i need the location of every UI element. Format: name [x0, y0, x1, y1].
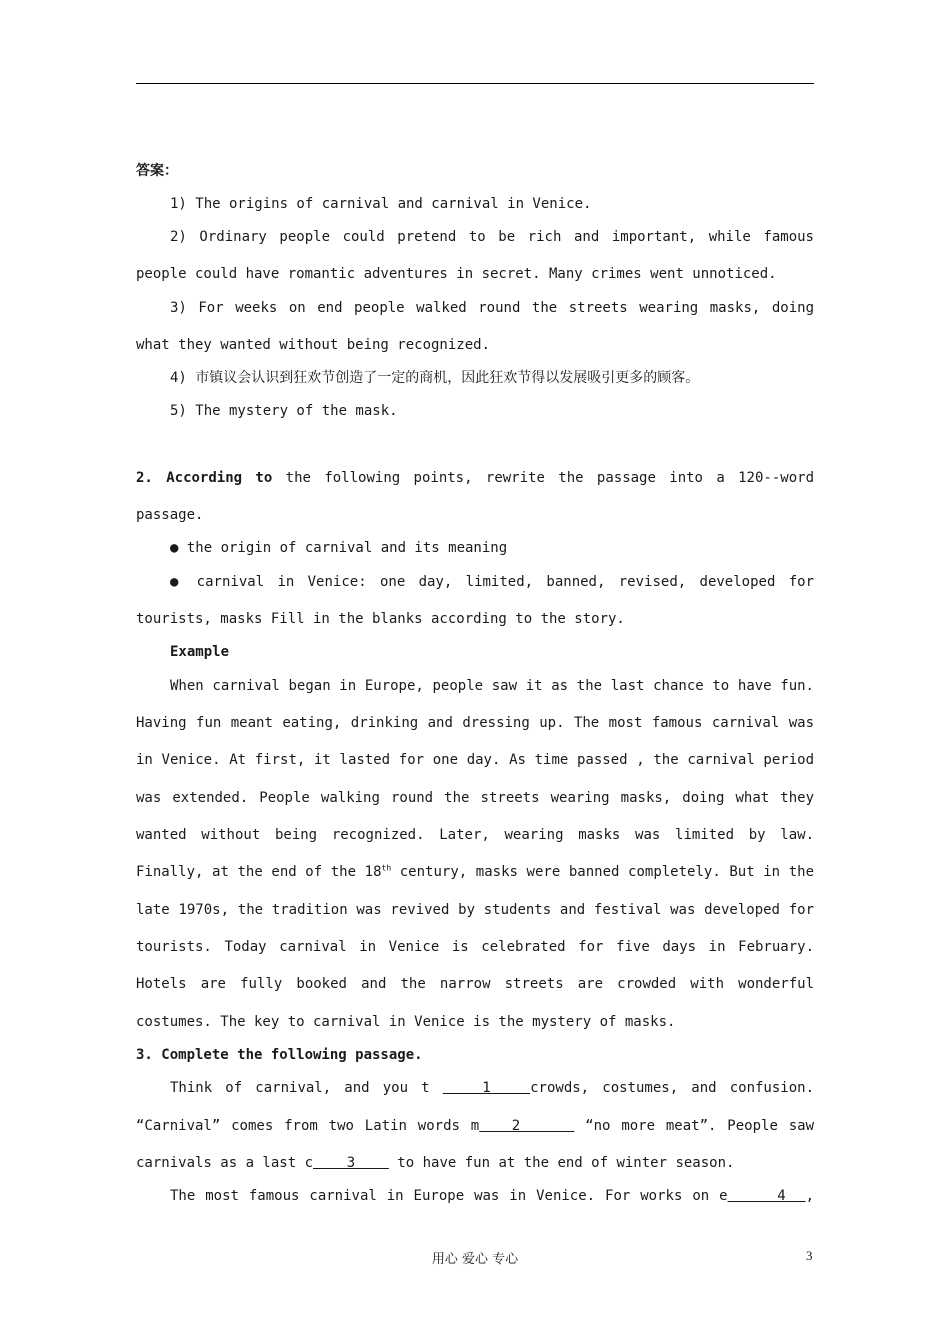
task-2-line-1: [136, 468, 814, 488]
example-line: Having fun meant eating, drinking and dressing up. The most famous carnival was: [136, 715, 814, 731]
answer-2-line-2: people could have romantic adventures in secret. Many crimes went unnoticed.: [136, 266, 777, 282]
passage-text: carnivals as a last c: [136, 1155, 314, 1171]
passage-line-4: [170, 1186, 814, 1206]
blank-1: 1: [442, 1080, 531, 1096]
answer-3-line-1: 3) For weeks on end people walked round the streets wearing masks, doing: [170, 300, 814, 316]
task-2-line-2: passage.: [136, 507, 204, 523]
passage-text: to have fun at the end of winter season.: [388, 1155, 735, 1171]
passage-text: “no more meat”. People saw: [574, 1118, 814, 1134]
example-line: in Venice. At first, it lasted for one day. As time passed , the carnival period: [136, 752, 814, 768]
passage-text: Think of carnival, and you t: [170, 1080, 443, 1096]
task-2-label: 2. According to: [136, 470, 273, 486]
answers-heading: 答案：: [136, 163, 178, 179]
example-line-start: Finally, at the end of the 18: [136, 864, 382, 880]
passage-line-3: [136, 1153, 814, 1173]
example-line: [136, 862, 814, 882]
example-label: Example: [170, 644, 230, 660]
task-2-instruction: the following points, rewrite the passage into a 120--word: [285, 470, 814, 486]
answer-4: [170, 368, 814, 388]
example-line: When carnival began in Europe, people saw it as the last chance to have fun.: [170, 678, 814, 694]
answer-3-line-2: what they wanted without being recognized.: [136, 337, 491, 353]
answer-2-line-1: 2) Ordinary people could pretend to be rich and important, while famous: [170, 229, 814, 245]
bullet-point-1: ● the origin of carnival and its meaning: [170, 540, 508, 556]
ordinal-suffix: th: [381, 863, 392, 873]
example-line: was extended. People walking round the streets wearing masks, doing what they: [136, 790, 814, 806]
passage-line-2: [136, 1116, 814, 1136]
example-line: wanted without being recognized. Later, wearing masks was limited by law.: [136, 827, 814, 843]
answer-5: 5) The mystery of the mask.: [170, 403, 398, 419]
page-number: 3: [806, 1248, 813, 1263]
header-rule: [136, 83, 814, 84]
example-line: costumes. The key to carnival in Venice is the mystery of masks.: [136, 1014, 676, 1030]
example-line: tourists. Today carnival in Venice is celebrated for five days in February.: [136, 939, 814, 955]
answer-4-text: 市镇议会认识到狂欢节创造了一定的商机，因此狂欢节得以发展吸引更多的顾客。: [195, 370, 700, 386]
answer-1: 1) The origins of carnival and carnival in Venice.: [170, 196, 592, 212]
blank-3: 3: [313, 1155, 389, 1171]
answer-4-number: 4): [170, 370, 187, 386]
task-3-heading: 3. Complete the following passage.: [136, 1047, 423, 1063]
bullet-point-2-continued: tourists, masks Fill in the blanks according to the story.: [136, 611, 625, 627]
example-line: Hotels are fully booked and the narrow streets are crowded with wonderful: [136, 976, 814, 992]
bullet-point-2: ● carnival in Venice: one day, limited, banned, revised, developed for: [170, 574, 814, 590]
passage-line-1: [170, 1078, 814, 1098]
passage-text: The most famous carnival in Europe was in Venice. For works on e: [170, 1188, 728, 1204]
blank-2: 2: [479, 1118, 575, 1134]
example-line-end: century, masks were banned completely. But in the: [391, 864, 814, 880]
blank-4: 4: [727, 1188, 806, 1204]
footer-motto: 用心 爱心 专心: [431, 1252, 519, 1267]
passage-text: ,: [805, 1188, 814, 1204]
passage-text: “Carnival” comes from two Latin words m: [136, 1118, 480, 1134]
passage-text: crowds, costumes, and confusion.: [530, 1080, 814, 1096]
example-line: late 1970s, the tradition was revived by students and festival was developed for: [136, 902, 814, 918]
